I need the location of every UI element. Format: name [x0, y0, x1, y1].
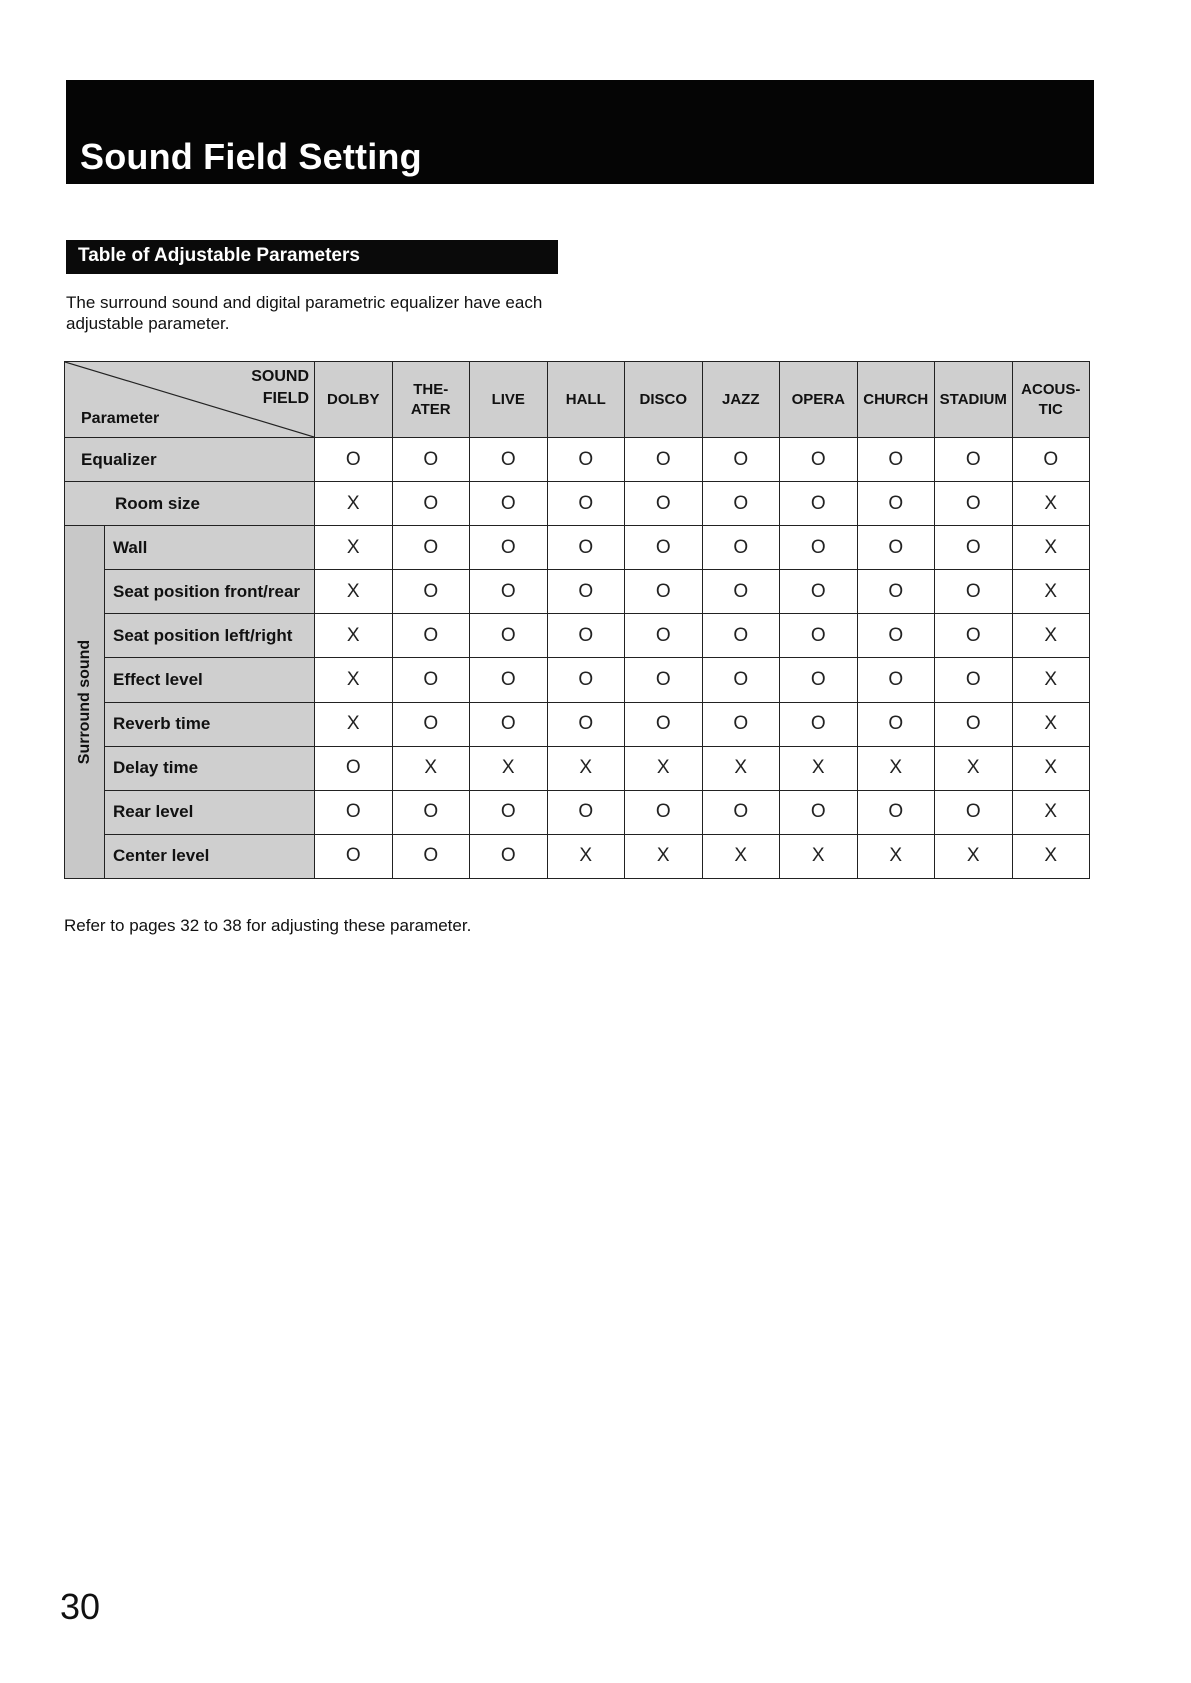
table-cell: O [935, 702, 1013, 746]
table-cell: X [547, 746, 625, 790]
table-cell: O [780, 702, 858, 746]
table-cell: O [702, 482, 780, 526]
table-cell: O [392, 658, 470, 702]
table-cell: O [547, 702, 625, 746]
col-label: DISCO [639, 390, 687, 408]
row-label-seat-left-right: Seat position left/right [105, 614, 315, 658]
table-cell: O [470, 438, 548, 482]
table-cell: X [547, 834, 625, 878]
row-label-center-level: Center level [105, 834, 315, 878]
row-label-rear-level: Rear level [105, 790, 315, 834]
table-cell: X [315, 702, 393, 746]
table-cell: O [547, 482, 625, 526]
table-cell: O [702, 790, 780, 834]
table-row [65, 570, 1090, 614]
column-header-theater [392, 362, 470, 438]
table-cell: X [1012, 834, 1090, 878]
table-cell: O [935, 790, 1013, 834]
col-label: ACOUS- [1021, 380, 1081, 398]
table-cell: O [780, 526, 858, 570]
group-label-text: Surround sound [75, 639, 93, 765]
parameter-table [64, 361, 1090, 879]
table-cell: O [780, 438, 858, 482]
row-label-delay-time: Delay time [105, 746, 315, 790]
row-label-effect-level: Effect level [105, 658, 315, 702]
table-cell: O [625, 526, 703, 570]
table-cell: O [857, 438, 935, 482]
table-cell: X [935, 834, 1013, 878]
table-cell: O [625, 438, 703, 482]
table-cell: X [315, 614, 393, 658]
table-cell: O [780, 570, 858, 614]
column-header-stadium [935, 362, 1013, 438]
page-number: 30 [60, 1586, 101, 1627]
table-cell: O [547, 614, 625, 658]
table-cell: O [780, 614, 858, 658]
table-cell: O [857, 526, 935, 570]
row-label-reverb-time: Reverb time [105, 702, 315, 746]
table-cell: O [315, 746, 393, 790]
table-cell: X [1012, 702, 1090, 746]
table-cell: O [935, 438, 1013, 482]
table-row [65, 438, 1090, 482]
table-cell: O [470, 658, 548, 702]
corner-label-line1: SOUND [251, 368, 309, 385]
table-cell: O [470, 834, 548, 878]
table-cell: X [1012, 658, 1090, 702]
column-header-disco [625, 362, 703, 438]
table-cell: O [935, 482, 1013, 526]
table-cell: X [625, 834, 703, 878]
row-label-wall: Wall [105, 526, 315, 570]
row-label-room-size: Room size [65, 482, 315, 526]
table-cell: O [702, 526, 780, 570]
col-label: THE- [413, 380, 449, 398]
table-cell: X [625, 746, 703, 790]
column-header-church [857, 362, 935, 438]
row-label-seat-front-rear: Seat position front/rear [105, 570, 315, 614]
surround-sound-group-label [65, 526, 105, 879]
table-row [65, 658, 1090, 702]
col-label: CHURCH [863, 390, 929, 408]
table-cell: X [857, 834, 935, 878]
header-row [65, 362, 1090, 438]
page-title-bar [66, 80, 1094, 184]
col-label-2: TIC [1038, 400, 1063, 418]
table-cell: X [1012, 614, 1090, 658]
table-cell: X [315, 482, 393, 526]
table-cell: X [1012, 482, 1090, 526]
table-cell: O [392, 614, 470, 658]
table-cell: X [1012, 570, 1090, 614]
table-cell: O [392, 790, 470, 834]
table-cell: O [547, 438, 625, 482]
table-cell: O [857, 790, 935, 834]
table-cell: O [857, 570, 935, 614]
table-cell: O [857, 614, 935, 658]
table-cell: O [470, 526, 548, 570]
table-cell: X [315, 526, 393, 570]
table-cell: O [625, 482, 703, 526]
table-row [65, 746, 1090, 790]
table-row [65, 614, 1090, 658]
table-cell: O [935, 570, 1013, 614]
table-cell: O [935, 526, 1013, 570]
corner-parameter-label: Parameter [81, 410, 160, 427]
table-cell: X [470, 746, 548, 790]
table-cell: O [935, 658, 1013, 702]
table-cell: O [392, 438, 470, 482]
table-cell: O [315, 834, 393, 878]
col-label: JAZZ [722, 390, 760, 408]
intro-text: The surround sound and digital parametric equalizer have each adjustable parameter. [66, 293, 543, 333]
column-header-dolby [315, 362, 393, 438]
corner-sound-field-label [251, 366, 309, 410]
table-cell: X [780, 746, 858, 790]
table-cell: O [857, 482, 935, 526]
table-cell: X [315, 570, 393, 614]
table-cell: O [1012, 438, 1090, 482]
table-cell: O [392, 834, 470, 878]
table-row [65, 834, 1090, 878]
col-label: STADIUM [939, 390, 1007, 408]
col-label: LIVE [491, 390, 525, 408]
table-cell: O [470, 790, 548, 834]
table-cell: X [780, 834, 858, 878]
table-cell: O [392, 570, 470, 614]
table-cell: O [547, 790, 625, 834]
table-cell: O [702, 658, 780, 702]
table-cell: X [1012, 526, 1090, 570]
col-label-2: ATER [410, 400, 451, 418]
page-title: Sound Field Setting [80, 136, 422, 177]
table-cell: O [702, 614, 780, 658]
corner-header [65, 362, 315, 438]
table-cell: X [1012, 790, 1090, 834]
table-cell: O [392, 702, 470, 746]
table-cell: O [625, 790, 703, 834]
table-cell: O [547, 570, 625, 614]
table-cell: O [547, 526, 625, 570]
col-label: OPERA [791, 390, 845, 408]
table-row [65, 526, 1090, 570]
column-header-opera [780, 362, 858, 438]
table-cell: O [857, 658, 935, 702]
table-cell: O [392, 526, 470, 570]
table-cell: O [470, 614, 548, 658]
row-label-equalizer: Equalizer [65, 438, 315, 482]
column-header-acoustic [1012, 362, 1090, 438]
table-cell: O [315, 790, 393, 834]
table-cell: X [392, 746, 470, 790]
table-cell: O [470, 482, 548, 526]
column-header-jazz [702, 362, 780, 438]
table-cell: X [935, 746, 1013, 790]
table-row [65, 790, 1090, 834]
section-title: Table of Adjustable Parameters [78, 245, 360, 266]
table-cell: O [625, 658, 703, 702]
col-label: DOLBY [327, 390, 380, 408]
table-cell: O [780, 482, 858, 526]
table-cell: O [702, 438, 780, 482]
table-cell: O [702, 702, 780, 746]
corner-label-line2: FIELD [262, 390, 309, 407]
table-cell: O [392, 482, 470, 526]
table-cell: O [935, 614, 1013, 658]
col-label: HALL [565, 390, 606, 408]
table-cell: X [702, 834, 780, 878]
table-cell: X [857, 746, 935, 790]
column-header-live [470, 362, 548, 438]
table-cell: O [470, 702, 548, 746]
table-cell: O [625, 614, 703, 658]
table-cell: O [702, 570, 780, 614]
table-cell: O [470, 570, 548, 614]
table-cell: X [1012, 746, 1090, 790]
table-cell: O [315, 438, 393, 482]
table-cell: X [702, 746, 780, 790]
table-cell: O [857, 702, 935, 746]
table-cell: O [780, 790, 858, 834]
section-title-bar [66, 240, 558, 274]
table-row [65, 702, 1090, 746]
table-row [65, 482, 1090, 526]
column-header-hall [547, 362, 625, 438]
table-cell: O [547, 658, 625, 702]
footnote: Refer to pages 32 to 38 for adjusting these parameter. [64, 916, 472, 935]
table-cell: O [625, 570, 703, 614]
table-cell: O [780, 658, 858, 702]
table-cell: O [625, 702, 703, 746]
table-cell: X [315, 658, 393, 702]
